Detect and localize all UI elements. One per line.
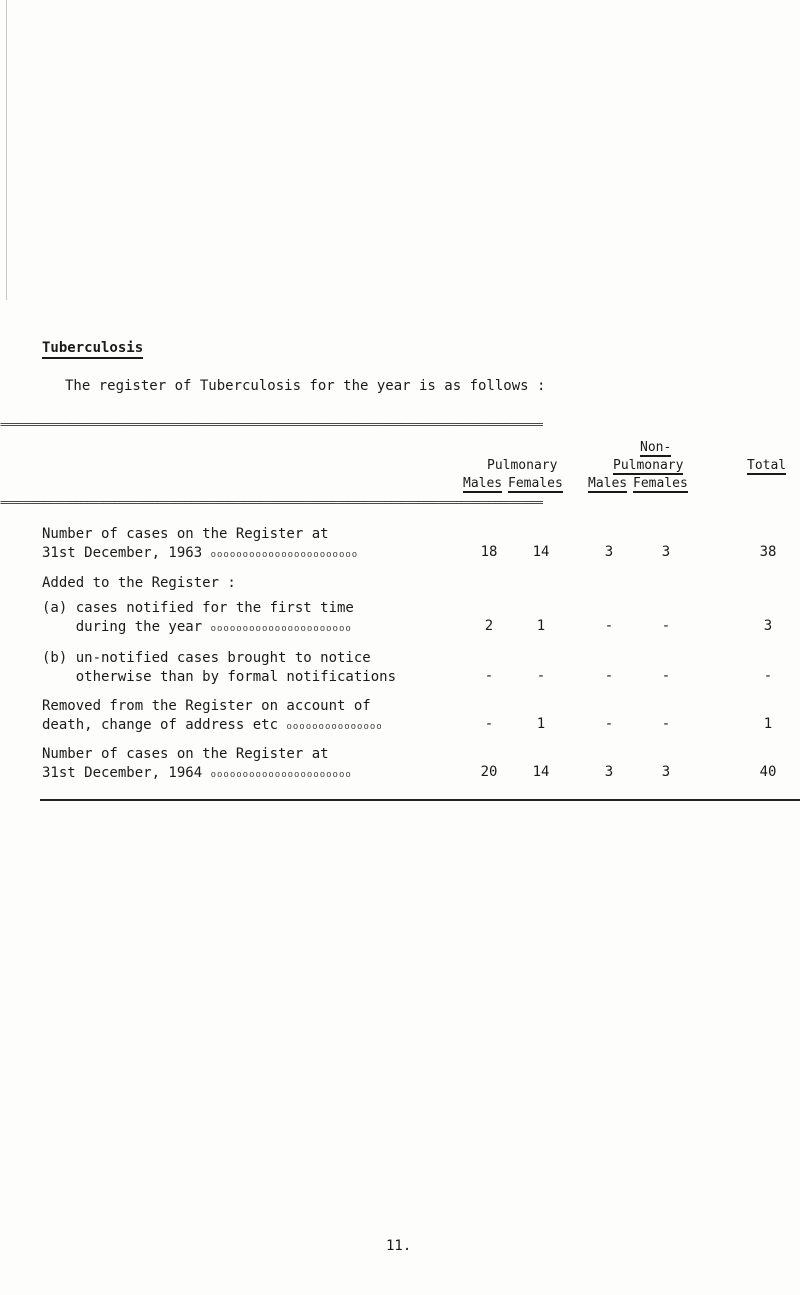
- cell-pulm-females: 1: [536, 716, 546, 732]
- intro-text: The register of Tuberculosis for the year is as follows :: [65, 378, 546, 394]
- row-label-line1: Number of cases on the Register at: [42, 526, 329, 542]
- cell-pulm-males: -: [484, 668, 494, 684]
- leader-dots: oooooooooooooooooooooo: [210, 624, 352, 634]
- cell-nonpulm-males: -: [604, 716, 614, 732]
- cell-total: 3: [763, 618, 773, 634]
- cell-nonpulm-males: 3: [604, 544, 614, 560]
- leader-dots: ooooooooooooooo: [286, 722, 383, 732]
- cell-pulm-males: 2: [484, 618, 494, 634]
- cell-nonpulm-females: -: [661, 668, 671, 684]
- scan-edge-line: [6, 0, 7, 300]
- row-label-line2: during the year: [42, 619, 203, 635]
- header-males-non-pulmonary: Males: [588, 476, 628, 491]
- header-males: Males: [463, 476, 503, 491]
- cell-pulm-males: 20: [480, 764, 498, 780]
- table-bottom-rule: [40, 799, 800, 801]
- section-heading: Tuberculosis: [42, 340, 143, 356]
- cell-pulm-females: 1: [536, 618, 546, 634]
- header-pulmonary: Pulmonary: [487, 458, 558, 473]
- row-label-line1: (a) cases notified for the first time: [42, 600, 354, 616]
- row-label-line2: death, change of address etc: [42, 717, 279, 733]
- row-label-line2: 31st December, 1964: [42, 765, 203, 781]
- cell-pulm-males: -: [484, 716, 494, 732]
- row-label-line1: Number of cases on the Register at: [42, 746, 329, 762]
- cell-total: 38: [759, 544, 777, 560]
- header-total: Total: [747, 458, 787, 473]
- row-opening-register: [42, 525, 358, 565]
- cell-total: 1: [763, 716, 773, 732]
- cell-nonpulm-females: 3: [661, 764, 671, 780]
- row-label-line2: 31st December, 1963: [42, 545, 203, 561]
- row-removed-from-register: [42, 697, 383, 737]
- leader-dots: ooooooooooooooooooooooo: [210, 550, 359, 560]
- row-label-line2: otherwise than by formal notifications: [42, 669, 397, 685]
- row-added-heading: [42, 574, 236, 593]
- row-notified-cases: [42, 599, 354, 639]
- cell-pulm-females: 14: [532, 544, 550, 560]
- header-females: Females: [508, 476, 563, 491]
- leader-dots: oooooooooooooooooooooo: [210, 770, 352, 780]
- cell-nonpulm-males: -: [604, 668, 614, 684]
- cell-nonpulm-females: -: [661, 618, 671, 634]
- page-number: 11.: [386, 1238, 412, 1254]
- header-females-non-pulmonary: Females: [633, 476, 688, 491]
- row-label-line1: Removed from the Register on account of: [42, 698, 371, 714]
- top-separator: ====================================================================================================: [0, 418, 543, 431]
- cell-nonpulm-females: -: [661, 716, 671, 732]
- row-label-line1: Added to the Register :: [42, 575, 236, 591]
- cell-nonpulm-males: -: [604, 618, 614, 634]
- cell-nonpulm-males: 3: [604, 764, 614, 780]
- cell-total: -: [763, 668, 773, 684]
- header-separator: ====================================================================================================: [0, 496, 543, 509]
- row-unnotified-cases: [42, 649, 396, 687]
- row-label-line1: (b) un-notified cases brought to notice: [42, 650, 371, 666]
- cell-pulm-females: -: [536, 668, 546, 684]
- cell-pulm-males: 18: [480, 544, 498, 560]
- header-non-prefix: Non-: [640, 440, 672, 455]
- row-closing-register: [42, 745, 352, 785]
- header-non-pulmonary: Pulmonary: [613, 458, 684, 473]
- cell-nonpulm-females: 3: [661, 544, 671, 560]
- cell-pulm-females: 14: [532, 764, 550, 780]
- cell-total: 40: [759, 764, 777, 780]
